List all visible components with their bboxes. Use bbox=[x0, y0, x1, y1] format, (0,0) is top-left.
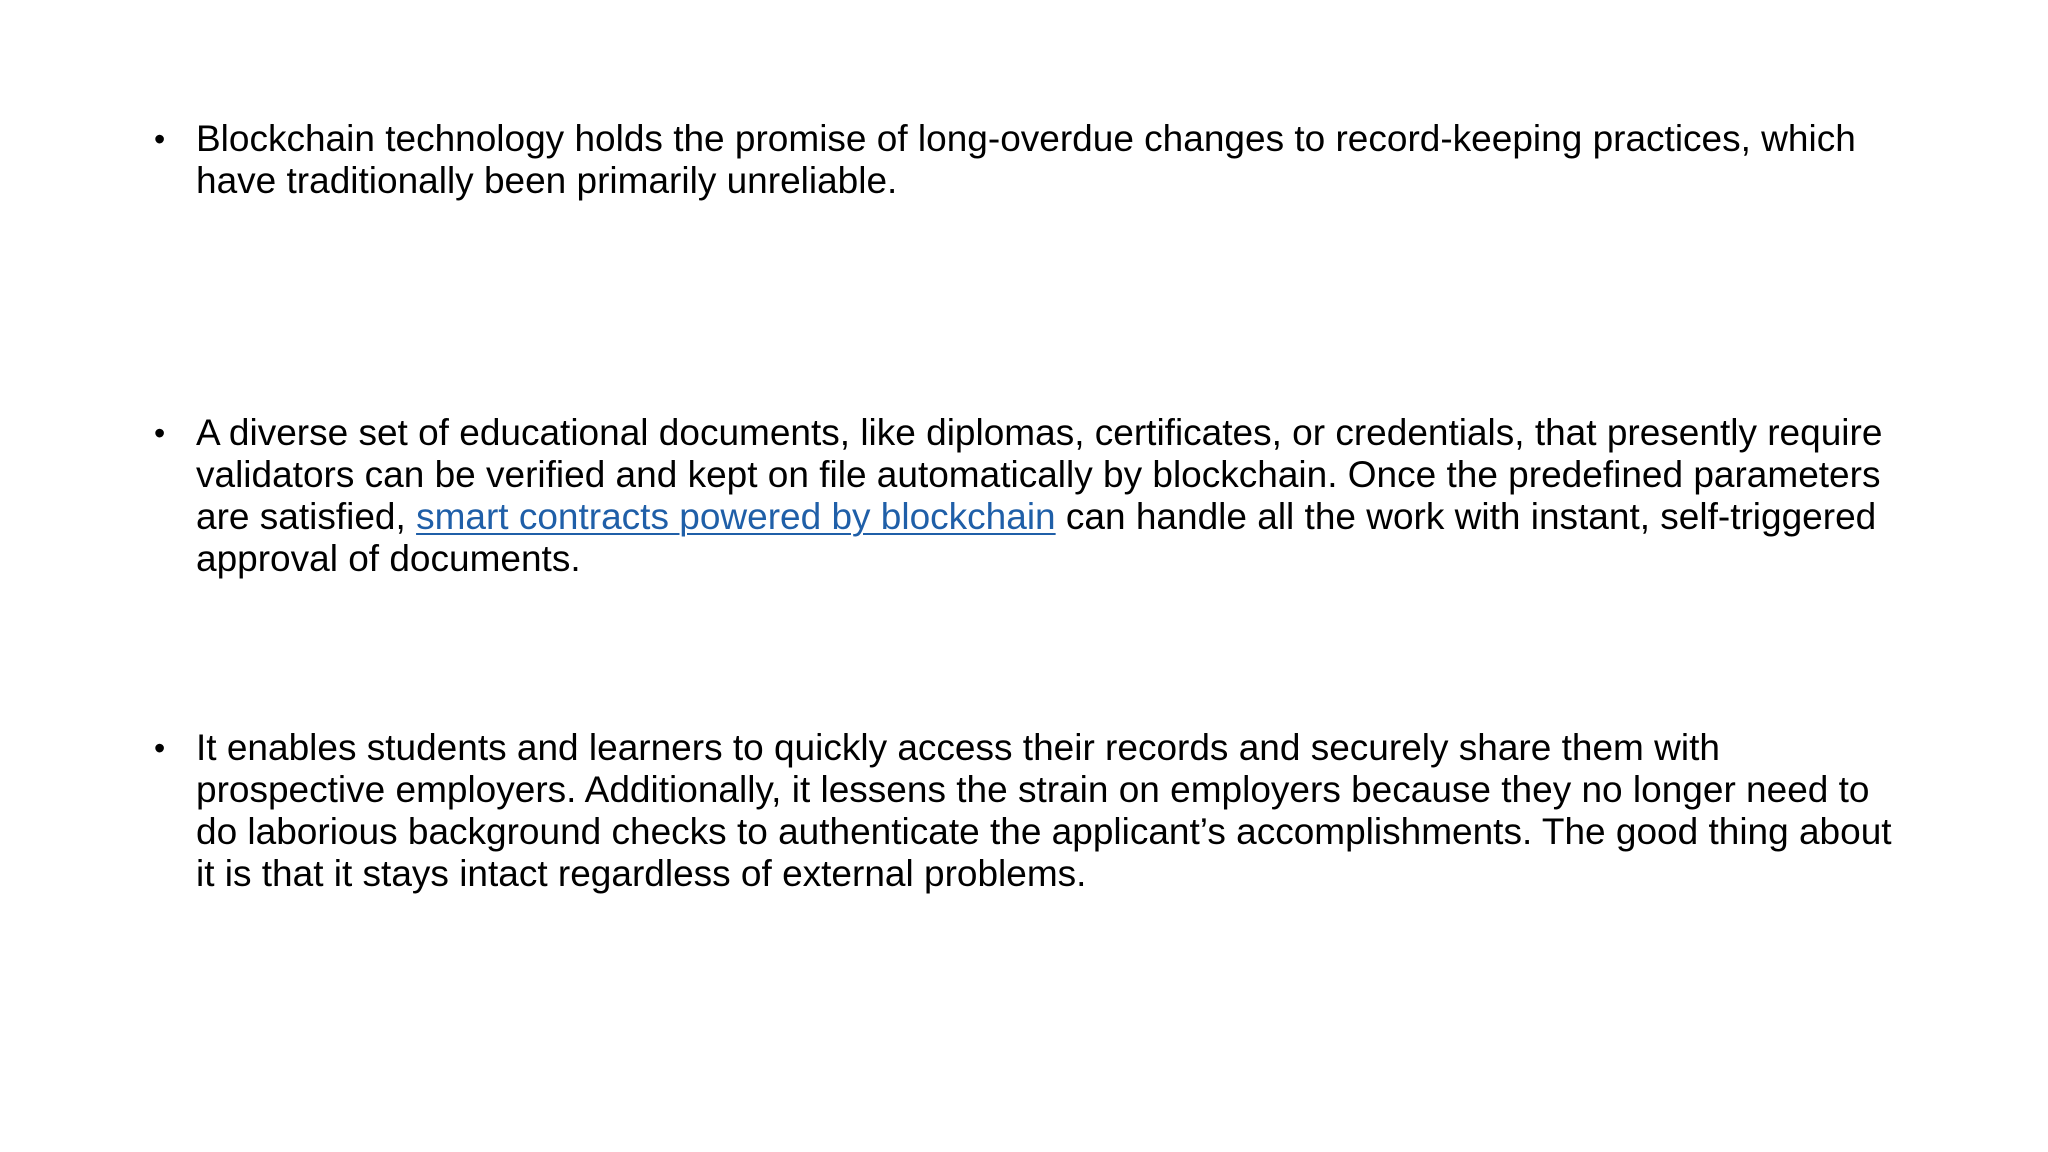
bullet-text-before-link: A diverse set of educational documents, like diplomas, certificates, or credentials, that presently require validators can be verified and kept on file automatically by blockchain. Once the predefined parameters are satisfied, bbox=[196, 412, 1883, 537]
bullet-text: It enables students and learners to quickly access their records and securely share them with prospective employers. Additionally, it lessens the strain on employers because they no longer need to do laborious background checks to authenticate the applicant’s accomplishments. The good thing about it is that it stays intact regardless of external problems. bbox=[196, 727, 1892, 894]
bullet-text: Blockchain technology holds the promise of long-overdue changes to record-keeping practices, which have traditionally been primarily unreliable. bbox=[196, 118, 1856, 201]
bullet-text bbox=[196, 412, 1914, 580]
bullet-dot-icon: • bbox=[154, 121, 166, 157]
bullet-dot-icon: • bbox=[154, 415, 166, 451]
bullet-dot-icon: • bbox=[154, 730, 166, 766]
bullet-text-after-link: can handle all the work with instant, self-triggered approval of documents. bbox=[196, 496, 1877, 579]
smart-contracts-link[interactable]: smart contracts powered by blockchain bbox=[416, 496, 1056, 537]
